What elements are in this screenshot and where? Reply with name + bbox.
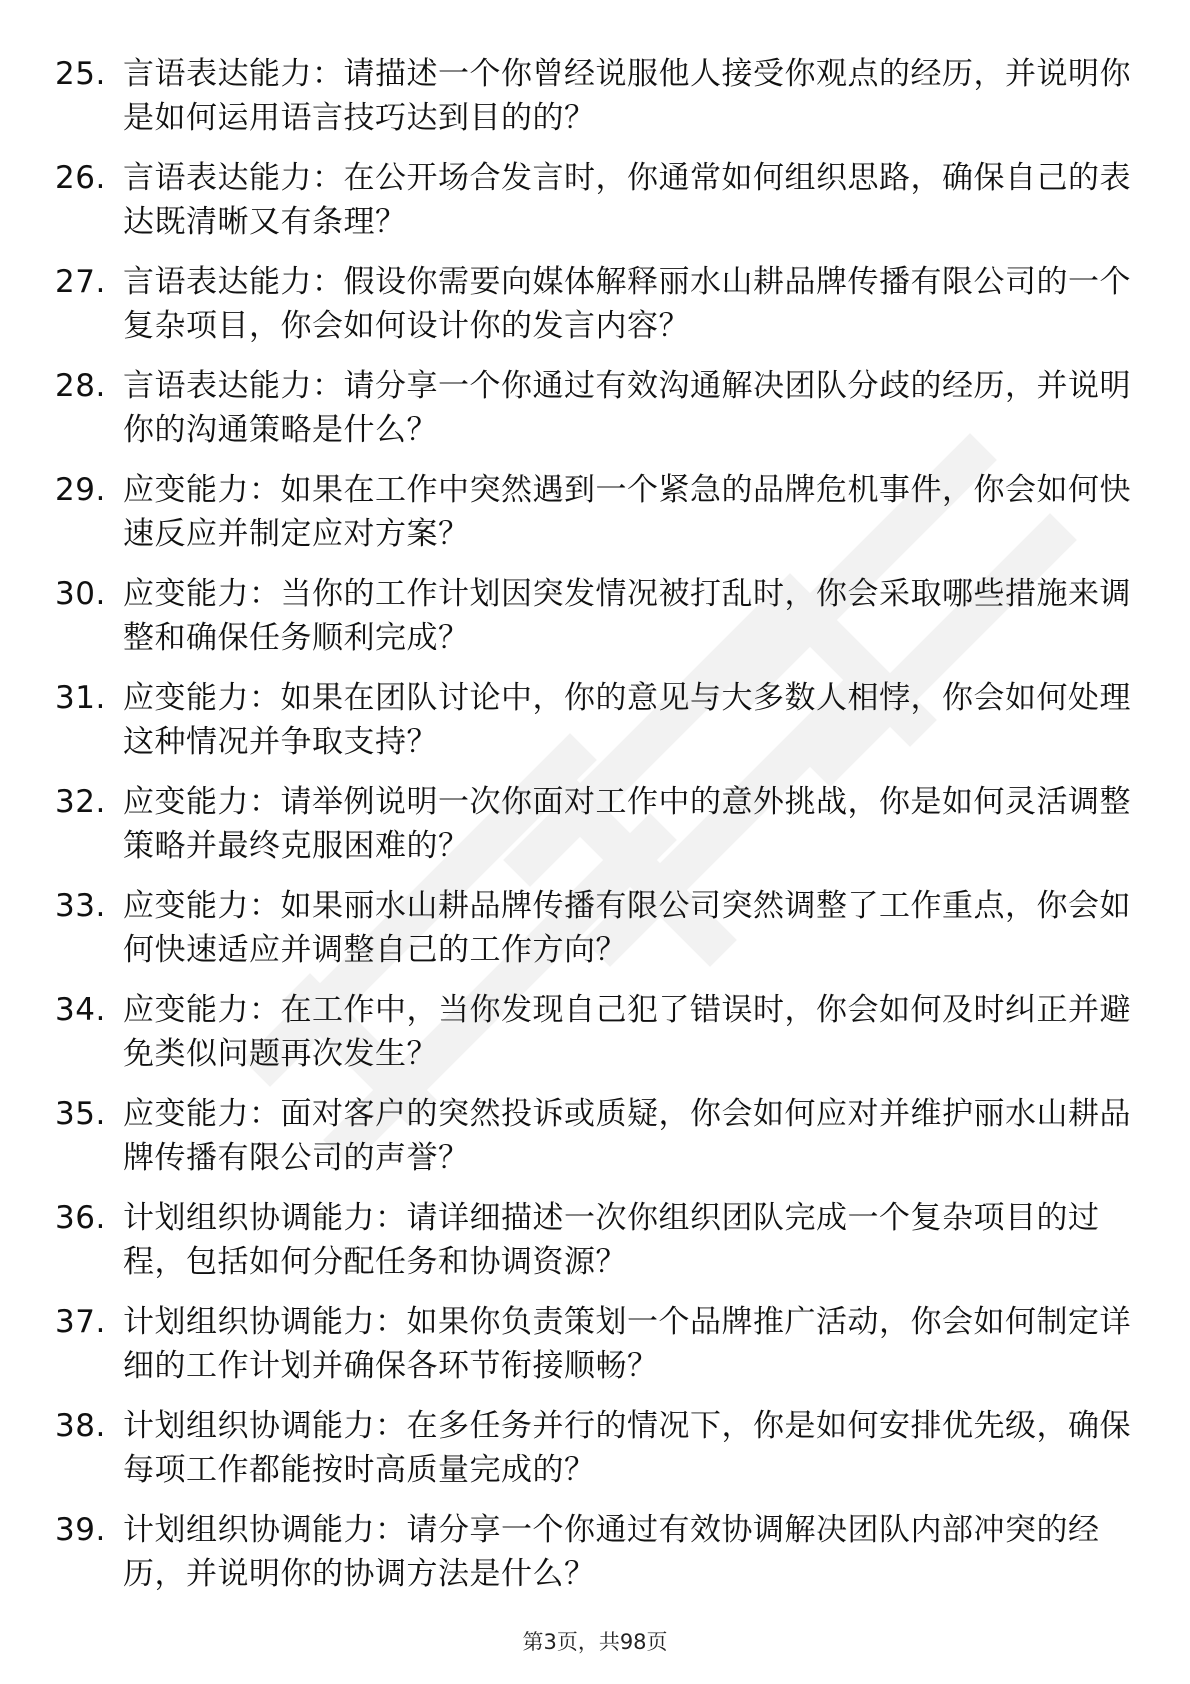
question-number: 33. — [55, 888, 106, 924]
list-item — [55, 572, 1135, 676]
question-number: 35. — [55, 1096, 106, 1132]
question-text: 应变能力：请举例说明一次你面对工作中的意外挑战，你是如何灵活调整策略并最终克服困难的？ — [123, 784, 1131, 864]
question-text: 计划组织协调能力：如果你负责策划一个品牌推广活动，你会如何制定详细的工作计划并确保各环节衔接顺畅？ — [123, 1304, 1131, 1384]
question-text: 计划组织协调能力：在多任务并行的情况下，你是如何安排优先级，确保每项工作都能按时高质量完成的？ — [123, 1408, 1131, 1488]
question-number: 31. — [55, 680, 106, 716]
list-item — [55, 1404, 1135, 1508]
question-number: 25. — [55, 56, 106, 92]
question-text: 应变能力：在工作中，当你发现自己犯了错误时，你会如何及时纠正并避免类似问题再次发生？ — [123, 992, 1131, 1072]
list-item — [55, 884, 1135, 988]
page-number: 第3页，共98页 — [522, 1630, 668, 1654]
list-item — [55, 988, 1135, 1092]
list-item — [55, 676, 1135, 780]
list-item — [55, 468, 1135, 572]
list-item — [55, 780, 1135, 884]
question-text: 言语表达能力：在公开场合发言时，你通常如何组织思路，确保自己的表达既清晰又有条理？ — [123, 160, 1131, 240]
question-text: 应变能力：如果在工作中突然遇到一个紧急的品牌危机事件，你会如何快速反应并制定应对方案？ — [123, 472, 1131, 552]
list-item — [55, 1508, 1135, 1612]
list-item — [55, 156, 1135, 260]
question-number: 29. — [55, 472, 106, 508]
question-number: 34. — [55, 992, 106, 1028]
question-number: 27. — [55, 264, 106, 300]
list-item — [55, 1196, 1135, 1300]
question-number: 37. — [55, 1304, 106, 1340]
list-item — [55, 364, 1135, 468]
question-text: 言语表达能力：请描述一个你曾经说服他人接受你观点的经历，并说明你是如何运用语言技巧达到目的的？ — [123, 56, 1131, 136]
question-number: 26. — [55, 160, 106, 196]
question-list — [55, 52, 1135, 1612]
question-number: 32. — [55, 784, 106, 820]
question-text: 计划组织协调能力：请分享一个你通过有效协调解决团队内部冲突的经历，并说明你的协调方法是什么？ — [123, 1512, 1100, 1592]
question-number: 30. — [55, 576, 106, 612]
question-number: 38. — [55, 1408, 106, 1444]
question-text: 应变能力：面对客户的突然投诉或质疑，你会如何应对并维护丽水山耕品牌传播有限公司的声誉？ — [123, 1096, 1131, 1176]
list-item — [55, 260, 1135, 364]
question-text: 应变能力：如果丽水山耕品牌传播有限公司突然调整了工作重点，你会如何快速适应并调整自己的工作方向？ — [123, 888, 1131, 968]
question-number: 39. — [55, 1512, 106, 1548]
list-item — [55, 1092, 1135, 1196]
list-item — [55, 52, 1135, 156]
list-item — [55, 1300, 1135, 1404]
question-number: 36. — [55, 1200, 106, 1236]
question-text: 言语表达能力：假设你需要向媒体解释丽水山耕品牌传播有限公司的一个复杂项目，你会如何设计你的发言内容？ — [123, 264, 1131, 344]
question-number: 28. — [55, 368, 106, 404]
question-text: 应变能力：如果在团队讨论中，你的意见与大多数人相悖，你会如何处理这种情况并争取支持？ — [123, 680, 1131, 760]
question-text: 应变能力：当你的工作计划因突发情况被打乱时，你会采取哪些措施来调整和确保任务顺利完成？ — [123, 576, 1131, 656]
question-text: 言语表达能力：请分享一个你通过有效沟通解决团队分歧的经历，并说明你的沟通策略是什么？ — [123, 368, 1131, 448]
question-text: 计划组织协调能力：请详细描述一次你组织团队完成一个复杂项目的过程，包括如何分配任务和协调资源？ — [123, 1200, 1100, 1280]
